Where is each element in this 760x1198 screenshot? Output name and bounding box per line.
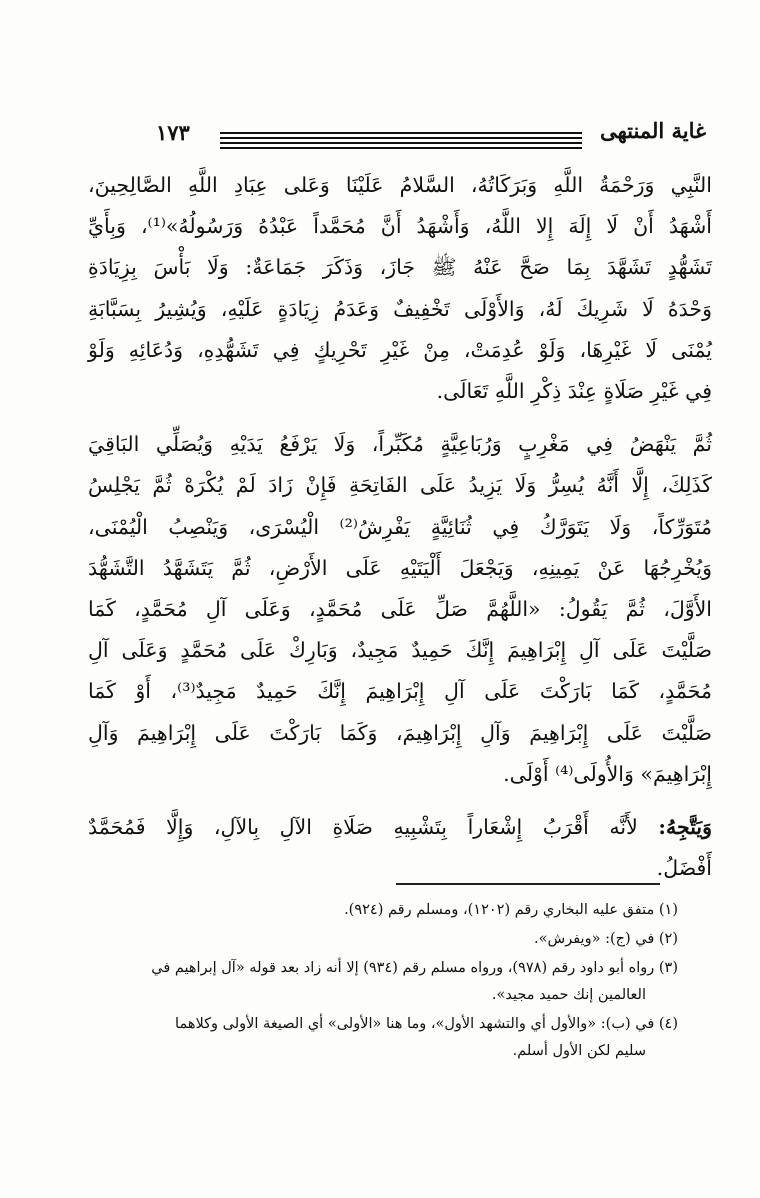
header-rule xyxy=(220,147,582,149)
footnote-line: (٣) رواه أبو داود رقم (٩٧٨)، ورواه مسلم رقم (٩٣٤) إلا أنه زاد بعد قوله «آل إبراهيم في xyxy=(151,960,678,976)
running-title: غاية المنتهى xyxy=(599,118,706,143)
text-line: إِبْرَاهِيمَ» وَالأُولَى⁽⁴⁾ أَوْلَى. xyxy=(503,761,712,786)
footnotes xyxy=(88,897,678,1067)
paragraph-1 xyxy=(88,165,712,412)
text-line: فِي غَيْرِ صَلَاةٍ عِنْدَ ذِكْرِ اللَّهِ تَعَالَى. xyxy=(436,379,712,404)
header-rule xyxy=(220,132,582,134)
text-line: مُتَوَرِّكاً، وَلَا يَتَوَرَّكُ فِي ثُنَائِيَّةٍ يَفْرِشُ⁽²⁾ الْيُسْرَى، وَيَنْصِبُ الْيُمْنَى، xyxy=(88,514,712,539)
text-line: ثُمَّ يَنْهَضُ فِي مَغْرِبٍ وَرُبَاعِيَّةٍ مُكَبِّراً، وَلَا يَرْفَعُ يَدَيْهِ وَيُصَلِّي البَاقِيَ xyxy=(88,432,712,457)
text-segment: لأَنَّه أَقْرَبُ إِشْعَاراً بِتَشْبِيهِ صَلَاةِ الآلِ بِالآلِ، وَإِلَّا فَمُحَمَّدٌ xyxy=(88,815,659,840)
text-line: صَلَّيْتَ عَلَى إِبْرَاهِيمَ وَآلِ إِبْرَاهِيمَ، وَكَمَا بَارَكْتَ عَلَى إِبْرَاهِيمَ وَآلِ xyxy=(88,720,712,745)
text-line: وَيُخْرِجُهَا عَنْ يَمِينِهِ، وَيَجْعَلَ أَلْيَتَيْهِ عَلَى الأَرْضِ، ثُمَّ يَتَشَهَّدُ التَّشَهُّدَ xyxy=(88,555,712,580)
text-line: وَحْدَهُ لَا شَرِيكَ لَهُ، وَالأَوْلَى تَخْفِيفٌ وَعَدَمُ زِيَادَةٍ عَلَيْهِ، وَيُشِيرُ بِسَبَّابَةِ xyxy=(88,296,712,321)
footnote-line: العالمين إنك حميد مجيد». xyxy=(491,987,646,1003)
header-rule xyxy=(220,137,582,139)
footnote-4 xyxy=(88,1011,678,1065)
text-line: كَذَلِكَ، إِلَّا أَنَّهُ يُسِرُّ وَلَا يَزِيدُ عَلَى الفَاتِحَةِ فَإِنْ زَادَ لَمْ يُكْرَهْ ثُمَّ يَجْلِسُ xyxy=(88,473,712,498)
text-line: أَشْهَدُ أَنْ لَا إِلَهَ إِلا اللَّهُ، وَأَشْهَدُ أَنَّ مُحَمَّداً عَبْدُهُ وَرَسُولُهُ»⁽¹⁾، وَبِأَيِّ xyxy=(88,214,712,239)
page-header xyxy=(92,118,706,158)
lead-term: وَيَتَّجِهُ: xyxy=(658,815,712,840)
footnote-separator xyxy=(396,883,660,885)
text-line: الأَوَّلَ، ثُمَّ يَقُولُ: «اللَّهُمَّ صَلِّ عَلَى مُحَمَّدٍ، وَعَلَى آلِ مُحَمَّدٍ، كَمَا xyxy=(88,597,712,622)
paragraph-2 xyxy=(88,424,712,795)
text-line xyxy=(88,807,712,848)
header-rule xyxy=(220,142,582,144)
footnote-line: (٤) في (ب): «والأول أي والتشهد الأول»، وما هنا «الأولى» أي الصيغة الأولى وكلاهما xyxy=(175,1016,678,1032)
page-number: ١٧٣ xyxy=(156,120,190,145)
main-text xyxy=(88,165,712,889)
footnote-1 xyxy=(88,897,678,924)
footnote-2 xyxy=(88,926,678,953)
text-line: تَشَهُّدٍ تَشَهَّدَ بِمَا صَحَّ عَنْهُ ﷺ جَازَ، وَذَكَرَ جَمَاعَةٌ: وَلَا بَأْسَ بِزِيَادَةِ xyxy=(88,255,712,280)
text-line: أَفْضَلُ. xyxy=(656,856,712,881)
footnote-line: (١) متفق عليه البخاري رقم (١٢٠٢)، ومسلم رقم (٩٢٤). xyxy=(344,902,678,918)
footnote-3 xyxy=(88,955,678,1009)
paragraph-3 xyxy=(88,807,712,889)
text-line: النَّبِي وَرَحْمَةُ اللَّهِ وَبَرَكَاتُهُ، السَّلامُ عَلَيْنَا وَعَلى عِبَادِ اللَّهِ الصَّالِحِينَ، xyxy=(88,173,712,197)
footnote-line: (٢) في (ج): «ويفرش». xyxy=(534,931,678,947)
footnote-line: سليم لكن الأول أسلم. xyxy=(512,1043,646,1059)
text-line: مُحَمَّدٍ، كَمَا بَارَكْتَ عَلَى آلِ إِبْرَاهِيمَ إِنَّكَ حَمِيدٌ مَجِيدٌ⁽³⁾، أَوْ كَمَا xyxy=(88,679,712,704)
text-line: يُمْنَى لَا غَيْرِهَا، وَلَوْ عُدِمَتْ، مِنْ غَيْرِ تَحْرِيكٍ فِي تَشَهُّدِهِ، وَدُعَائِهِ وَلَوْ xyxy=(88,337,712,362)
text-line: صَلَّيْتَ عَلَى آلِ إِبْرَاهِيمَ إِنَّكَ حَمِيدٌ مَجِيدٌ، وَبَارِكْ عَلَى مُحَمَّدٍ وَعَلَى آلِ xyxy=(88,638,712,663)
